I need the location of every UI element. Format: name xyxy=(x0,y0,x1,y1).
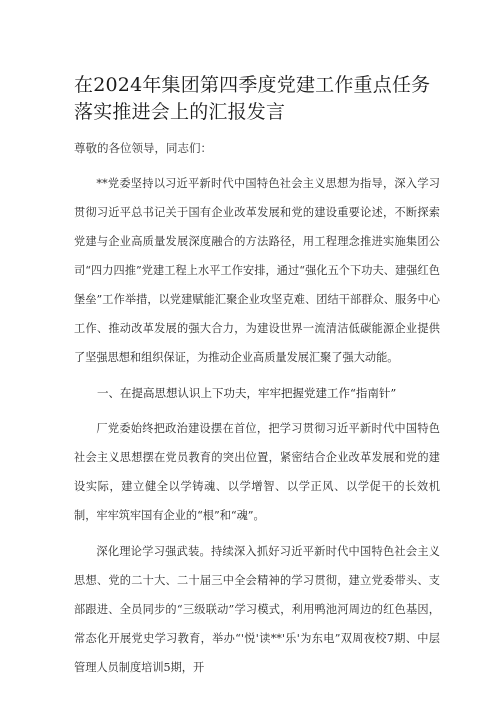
paragraph-theory-study: 深化理论学习强武装。持续深入抓好习近平新时代中国特色社会主义思想、党的二十大、二十届三中全会精神的学习贯彻，建立党委带头、支部跟进、全员同步的“三级联动”学习模式，利用鸭池河周边的红色基因，常态化开展党史学习教育，举办“'悦'读**'乐'为东电”双周夜校7期、中层管理人员制度培训5期，开 xyxy=(74,545,440,674)
document-title: 在2024年集团第四季度党建工作重点任务落实推进会上的汇报发言 xyxy=(74,74,431,123)
section-heading-1: 一、在提高思想认识上下功夫，牢牢把握党建工作“指南针” xyxy=(97,386,397,400)
paragraph-political-building: 厂党委始终把政治建设摆在首位，把学习贯彻习近平新时代中国特色社会主义思想摆在党员教育的突出位置，紧密结合企业改革发展和党的建设实际，建立健全以学铸魂、以学增智、以学正风、以学促干的长效机制，牢牢筑牢国有企业的“根”和“魂”。 xyxy=(74,422,440,522)
salutation: 尊敬的各位领导，同志们： xyxy=(74,141,212,155)
paragraph-intro: **党委坚持以习近平新时代中国特色社会主义思想为指导，深入学习贯彻习近平总书记关于国有企业改革发展和党的建设重要论述，不断探索党建与企业高质量发展深度融合的方法路径，用工程理念推进实施集团公司“四力四推”党建工程上水平工作安排，通过“强化五个下功夫、建强红色堡垒”工作举措，以党建赋能汇聚企业攻坚克难、团结干部群众、服务中心工作、推动改革发展的强大合力，为建设世界一流清洁低碳能源企业提供了坚强思想和组织保证，为推动企业高质量发展汇聚了强大动能。 xyxy=(74,177,440,364)
